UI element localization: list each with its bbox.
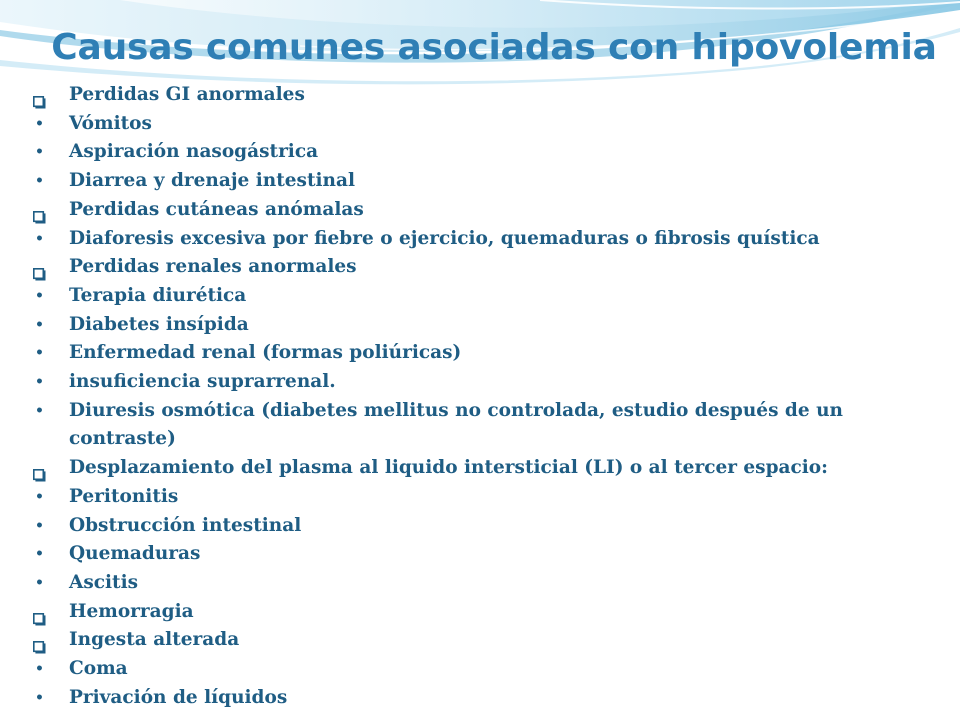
bullet-dot-icon: • bbox=[35, 488, 44, 505]
slide-title: Causas comunes asociadas con hipovolemia bbox=[51, 27, 937, 68]
item-text: Diaforesis excesiva por fiebre o ejercicio, quemaduras o fibrosis quística bbox=[69, 227, 820, 249]
category-item bbox=[33, 253, 933, 282]
bullet-dot-icon: • bbox=[35, 517, 44, 534]
item-text: Perdidas GI anormales bbox=[69, 84, 305, 105]
bullet-dot-icon: • bbox=[35, 574, 44, 591]
list-item bbox=[33, 397, 933, 454]
category-item bbox=[33, 598, 933, 627]
list-item bbox=[33, 110, 933, 139]
checkbox-bullet-icon bbox=[33, 262, 46, 275]
item-text: Quemaduras bbox=[69, 543, 201, 565]
list-item bbox=[33, 167, 933, 196]
item-text: Diuresis osmótica (diabetes mellitus no controlada, estudio después de un contraste) bbox=[69, 399, 843, 450]
list-item bbox=[33, 282, 933, 311]
item-text: Ingesta alterada bbox=[69, 629, 240, 651]
bullet-dot-icon: • bbox=[35, 689, 44, 706]
category-item bbox=[33, 81, 933, 110]
bullet-dot-icon: • bbox=[35, 230, 44, 247]
item-text: Perdidas renales anormales bbox=[69, 256, 357, 278]
list-item bbox=[33, 311, 933, 340]
bullet-dot-icon: • bbox=[35, 115, 44, 132]
item-text: Vómitos bbox=[69, 112, 152, 134]
bullet-dot-icon: • bbox=[35, 546, 44, 563]
item-text: Hemorragia bbox=[69, 600, 194, 622]
category-item bbox=[33, 626, 933, 655]
list-item bbox=[33, 512, 933, 541]
item-text: Terapia diurética bbox=[69, 284, 247, 306]
bullet-dot-icon: • bbox=[35, 402, 44, 419]
checkbox-bullet-icon bbox=[33, 205, 46, 218]
list-item bbox=[33, 483, 933, 512]
list-item bbox=[33, 684, 933, 713]
item-text: Peritonitis bbox=[69, 485, 179, 507]
checkbox-bullet-icon bbox=[33, 635, 46, 648]
bullet-dot-icon: • bbox=[35, 144, 44, 161]
list-item bbox=[33, 138, 933, 167]
causes-list bbox=[33, 81, 933, 712]
bullet-dot-icon: • bbox=[35, 374, 44, 391]
bullet-dot-icon: • bbox=[35, 345, 44, 362]
bullet-dot-icon: • bbox=[35, 287, 44, 304]
list-item bbox=[33, 339, 933, 368]
item-text: Perdidas cutáneas anómalas bbox=[69, 198, 364, 220]
item-text: Desplazamiento del plasma al liquido intersticial (LI) o al tercer espacio: bbox=[69, 457, 828, 479]
bullet-dot-icon: • bbox=[35, 316, 44, 333]
checkbox-bullet-icon bbox=[33, 90, 46, 103]
bullet-dot-icon: • bbox=[35, 173, 44, 190]
category-item bbox=[33, 454, 933, 483]
item-text: Enfermedad renal (formas poliúricas) bbox=[69, 342, 462, 364]
checkbox-bullet-icon bbox=[33, 607, 46, 620]
list-item bbox=[33, 540, 933, 569]
bullet-dot-icon: • bbox=[35, 661, 44, 678]
item-text: Diarrea y drenaje intestinal bbox=[69, 170, 355, 192]
item-text: Obstrucción intestinal bbox=[69, 514, 302, 536]
item-text: Diabetes insípida bbox=[69, 313, 249, 335]
list-item bbox=[33, 225, 933, 254]
list-item bbox=[33, 368, 933, 397]
item-text: Coma bbox=[69, 658, 128, 680]
list-item bbox=[33, 569, 933, 598]
item-text: Ascitis bbox=[69, 571, 139, 593]
category-item bbox=[33, 196, 933, 225]
list-item bbox=[33, 655, 933, 684]
item-text: Aspiración nasogástrica bbox=[69, 141, 319, 163]
item-text: insuficiencia suprarrenal. bbox=[69, 371, 336, 393]
item-text: Privación de líquidos bbox=[69, 686, 288, 708]
checkbox-bullet-icon bbox=[33, 463, 46, 476]
